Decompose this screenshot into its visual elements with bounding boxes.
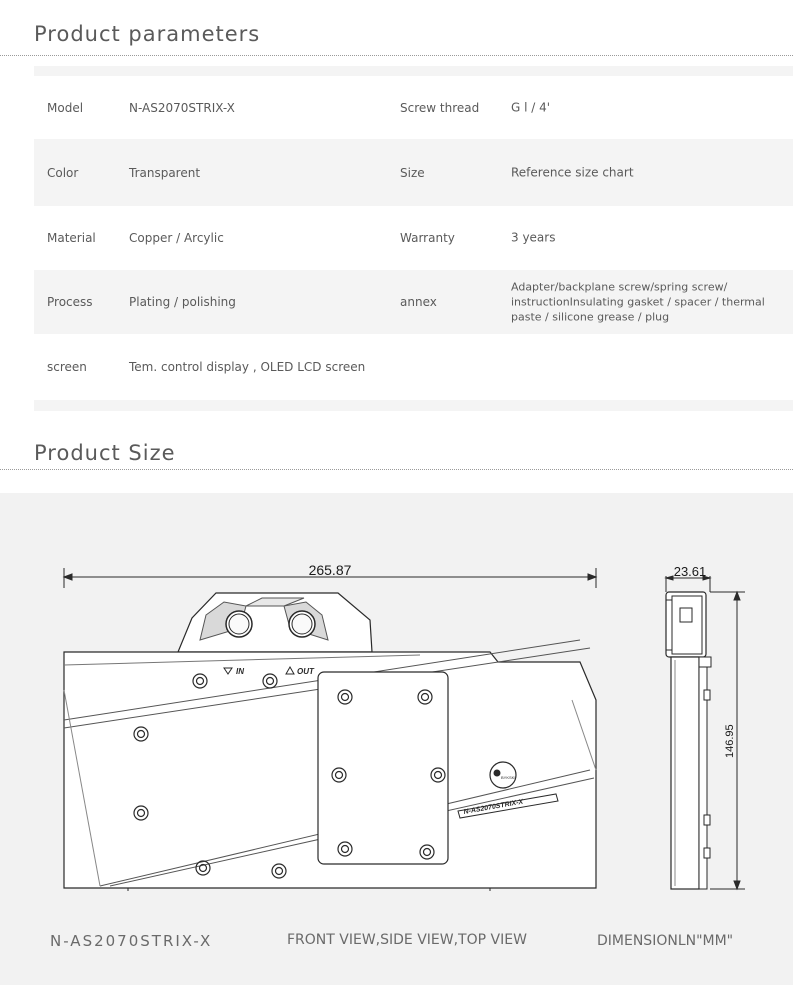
out-label: OUT <box>297 667 314 676</box>
param-row-material <box>34 206 793 270</box>
plate-model-text: N-AS2070STRIX-X <box>463 798 524 816</box>
param-value: Reference size chart <box>511 165 634 179</box>
param-label: Model <box>47 100 84 115</box>
product-size-title: Product Size <box>34 441 176 465</box>
in-label: IN <box>236 667 244 676</box>
param-value: 3 years <box>511 230 556 245</box>
param-value: Copper / Arcylic <box>129 231 224 245</box>
param-label: Size <box>400 165 425 180</box>
param-label: screen <box>47 360 87 374</box>
height-dimension-label: 146.95 <box>724 724 736 758</box>
param-value: Tem. control display , OLED LCD screen <box>129 360 366 374</box>
param-row-color <box>34 139 793 206</box>
depth-dimension-label: 23.61 <box>673 564 707 579</box>
param-value: Plating / polishing <box>129 295 236 309</box>
logo-text: BYKSKI <box>501 775 516 780</box>
width-dimension-label: 265.87 <box>308 562 352 578</box>
param-row-model <box>34 76 793 139</box>
parameters-table <box>34 66 793 411</box>
param-row-screen <box>34 334 793 400</box>
param-row-process <box>34 270 793 334</box>
footer-dimension: DIMENSIONLN"MM" <box>597 933 734 949</box>
size-divider <box>0 469 793 470</box>
param-label: Warranty <box>400 231 455 245</box>
param-value: Transparent <box>129 165 201 180</box>
footer-views: FRONT VIEW,SIDE VIEW,TOP VIEW <box>287 932 527 948</box>
size-drawing-panel <box>0 493 793 985</box>
param-label: Process <box>47 295 93 309</box>
parameters-divider <box>0 55 793 56</box>
param-label: annex <box>400 295 437 309</box>
table-bottom-band <box>34 400 793 411</box>
param-label: Material <box>47 231 96 245</box>
param-value: N-AS2070STRIX-X <box>129 100 235 115</box>
param-value: Adapter/backplane screw/spring screw/ instructionInsulating gasket / spacer / thermal paste / silicone grease / plug <box>511 280 765 324</box>
table-top-band <box>34 66 793 76</box>
param-label: Color <box>47 165 79 180</box>
param-label: Screw thread <box>400 100 480 115</box>
product-parameters-title: Product parameters <box>34 22 261 46</box>
footer-model: N-AS2070STRIX-X <box>50 932 213 950</box>
param-value: G l / 4' <box>511 100 551 114</box>
technical-drawing <box>0 493 793 923</box>
